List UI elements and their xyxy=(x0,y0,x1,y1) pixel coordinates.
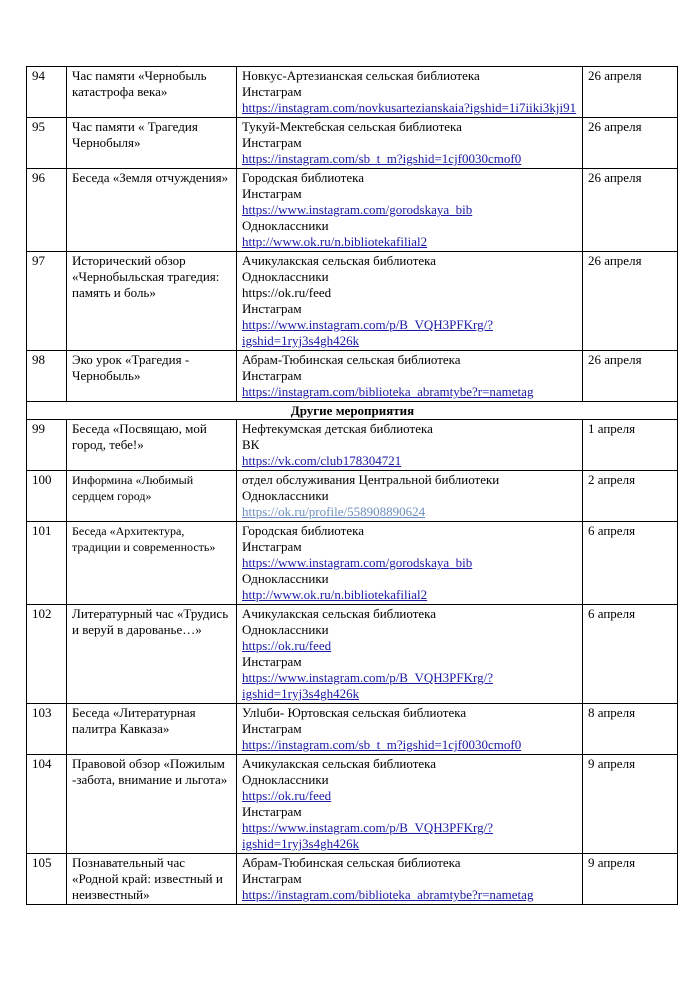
row-number: 105 xyxy=(27,854,67,905)
event-title: Исторический обзор «Чернобыльская трагедия: память и боль» xyxy=(67,252,237,351)
venue-cell xyxy=(237,704,583,755)
venue-link[interactable]: https://www.instagram.com/gorodskaya_bib xyxy=(242,202,473,217)
event-date: 26 апреля xyxy=(583,118,678,169)
venue-line: Нефтекумская детская библиотека xyxy=(242,421,433,436)
venue-link[interactable]: http://www.ok.ru/n.bibliotekafilial2 xyxy=(242,587,428,602)
event-title: Беседа «Посвящаю, мой город, тебе!» xyxy=(67,420,237,471)
venue-line: Одноклассники xyxy=(242,571,329,586)
event-title: Информина «Любимый сердцем город» xyxy=(67,471,237,522)
event-date: 9 апреля xyxy=(583,854,678,905)
event-title: Литературный час «Трудись и веруй в дарованье…» xyxy=(67,605,237,704)
event-date: 26 апреля xyxy=(583,169,678,252)
table-row xyxy=(27,67,678,118)
event-date: 1 апреля xyxy=(583,420,678,471)
events-rows-after xyxy=(27,420,678,905)
venue-line: Инстаграм xyxy=(242,871,302,886)
venue-link[interactable]: https://ok.ru/profile/558908890624 xyxy=(242,504,426,519)
venue-link[interactable]: https://instagram.com/sb_t_m?igshid=1cjf0030cmof0 xyxy=(242,151,522,166)
venue-line: Городская библиотека xyxy=(242,523,364,538)
venue-cell xyxy=(237,755,583,854)
venue-cell xyxy=(237,605,583,704)
venue-line: Одноклассники xyxy=(242,269,329,284)
event-title: Беседа «Архитектура, традиции и современность» xyxy=(67,522,237,605)
event-date: 26 апреля xyxy=(583,252,678,351)
venue-cell xyxy=(237,522,583,605)
row-number: 99 xyxy=(27,420,67,471)
row-number: 94 xyxy=(27,67,67,118)
table-row xyxy=(27,471,678,522)
venue-link[interactable]: https://vk.com/club178304721 xyxy=(242,453,402,468)
event-date: 9 апреля xyxy=(583,755,678,854)
venue-line: ВК xyxy=(242,437,260,452)
table-row xyxy=(27,605,678,704)
event-date: 6 апреля xyxy=(583,605,678,704)
venue-line: Одноклассники xyxy=(242,622,329,637)
table-row xyxy=(27,704,678,755)
venue-cell xyxy=(237,351,583,402)
row-number: 100 xyxy=(27,471,67,522)
event-date: 26 апреля xyxy=(583,351,678,402)
venue-cell xyxy=(237,169,583,252)
venue-line: Ачикулакская сельская библиотека xyxy=(242,756,437,771)
table-row xyxy=(27,854,678,905)
event-title: Беседа «Земля отчуждения» xyxy=(67,169,237,252)
event-title: Беседа «Литературная палитра Кавказа» xyxy=(67,704,237,755)
table-row xyxy=(27,252,678,351)
venue-cell xyxy=(237,67,583,118)
venue-cell xyxy=(237,854,583,905)
row-number: 101 xyxy=(27,522,67,605)
venue-link[interactable]: http://www.ok.ru/n.bibliotekafilial2 xyxy=(242,234,428,249)
venue-line: Инстаграм xyxy=(242,721,302,736)
section-row xyxy=(27,402,678,420)
table-row xyxy=(27,522,678,605)
venue-link[interactable]: https://ok.ru/feed xyxy=(242,638,332,653)
venue-link[interactable]: https://ok.ru/feed xyxy=(242,788,332,803)
event-date: 8 апреля xyxy=(583,704,678,755)
venue-line: Инстаграм xyxy=(242,368,302,383)
event-date: 6 апреля xyxy=(583,522,678,605)
table-row xyxy=(27,420,678,471)
venue-line: Новкус-Артезианская сельская библиотека xyxy=(242,68,480,83)
table-row xyxy=(27,351,678,402)
row-number: 95 xyxy=(27,118,67,169)
venue-line: Инстаграм xyxy=(242,135,302,150)
venue-link[interactable]: https://instagram.com/novkusartezianskaia?igshid=1i7iiki3kji91 xyxy=(242,100,577,115)
venue-line: Улluби- Юртовская сельская библиотека xyxy=(242,705,467,720)
venue-link[interactable]: https://instagram.com/biblioteka_abramtybe?r=nametag xyxy=(242,384,534,399)
event-date: 26 апреля xyxy=(583,67,678,118)
venue-line: Инстаграм xyxy=(242,301,302,316)
event-title: Правовой обзор «Пожилым -забота, внимание и льгота» xyxy=(67,755,237,854)
event-title: Час памяти «Чернобыль катастрофа века» xyxy=(67,67,237,118)
venue-link[interactable]: https://www.instagram.com/gorodskaya_bib xyxy=(242,555,473,570)
venue-line: Ачикулакская сельская библиотека xyxy=(242,606,437,621)
section-title: Другие мероприятия xyxy=(27,402,678,420)
venue-line: Городская библиотека xyxy=(242,170,364,185)
venue-line: Ачикулакская сельская библиотека xyxy=(242,253,437,268)
table-row xyxy=(27,169,678,252)
venue-line: Одноклассники xyxy=(242,772,329,787)
venue-cell xyxy=(237,252,583,351)
venue-cell xyxy=(237,118,583,169)
row-number: 97 xyxy=(27,252,67,351)
venue-link[interactable]: https://www.instagram.com/p/B_VQH3PFKrg/?igshid=1ryj3s4gh426k xyxy=(242,670,493,701)
venue-line: Абрам-Тюбинская сельская библиотека xyxy=(242,352,461,367)
venue-line: Инстаграм xyxy=(242,186,302,201)
row-number: 96 xyxy=(27,169,67,252)
venue-line: отдел обслуживания Центральной библиотеки xyxy=(242,472,500,487)
venue-cell xyxy=(237,471,583,522)
venue-line: Одноклассники xyxy=(242,218,329,233)
row-number: 103 xyxy=(27,704,67,755)
venue-link[interactable]: https://instagram.com/sb_t_m?igshid=1cjf0030cmof0 xyxy=(242,737,522,752)
event-title: Эко урок «Трагедия - Чернобыль» xyxy=(67,351,237,402)
venue-link[interactable]: https://www.instagram.com/p/B_VQH3PFKrg/?igshid=1ryj3s4gh426k xyxy=(242,820,493,851)
venue-line: https://ok.ru/feed xyxy=(242,285,332,300)
table-row xyxy=(27,118,678,169)
event-date: 2 апреля xyxy=(583,471,678,522)
event-title: Час памяти « Трагедия Чернобыля» xyxy=(67,118,237,169)
row-number: 98 xyxy=(27,351,67,402)
events-rows-before xyxy=(27,67,678,402)
events-table xyxy=(26,66,678,905)
event-title: Познавательный час «Родной край: известный и неизвестный» xyxy=(67,854,237,905)
venue-line: Инстаграм xyxy=(242,654,302,669)
venue-line: Абрам-Тюбинская сельская библиотека xyxy=(242,855,461,870)
venue-line: Инстаграм xyxy=(242,804,302,819)
row-number: 102 xyxy=(27,605,67,704)
venue-line: Тукуй-Мектебская сельская библиотека xyxy=(242,119,462,134)
table-row xyxy=(27,755,678,854)
venue-line: Инстаграм xyxy=(242,84,302,99)
venue-link[interactable]: https://www.instagram.com/p/B_VQH3PFKrg/?igshid=1ryj3s4gh426k xyxy=(242,317,493,348)
row-number: 104 xyxy=(27,755,67,854)
section-group xyxy=(27,402,678,420)
venue-cell xyxy=(237,420,583,471)
venue-line: Инстаграм xyxy=(242,539,302,554)
venue-link[interactable]: https://instagram.com/biblioteka_abramtybe?r=nametag xyxy=(242,887,534,902)
venue-line: Одноклассники xyxy=(242,488,329,503)
